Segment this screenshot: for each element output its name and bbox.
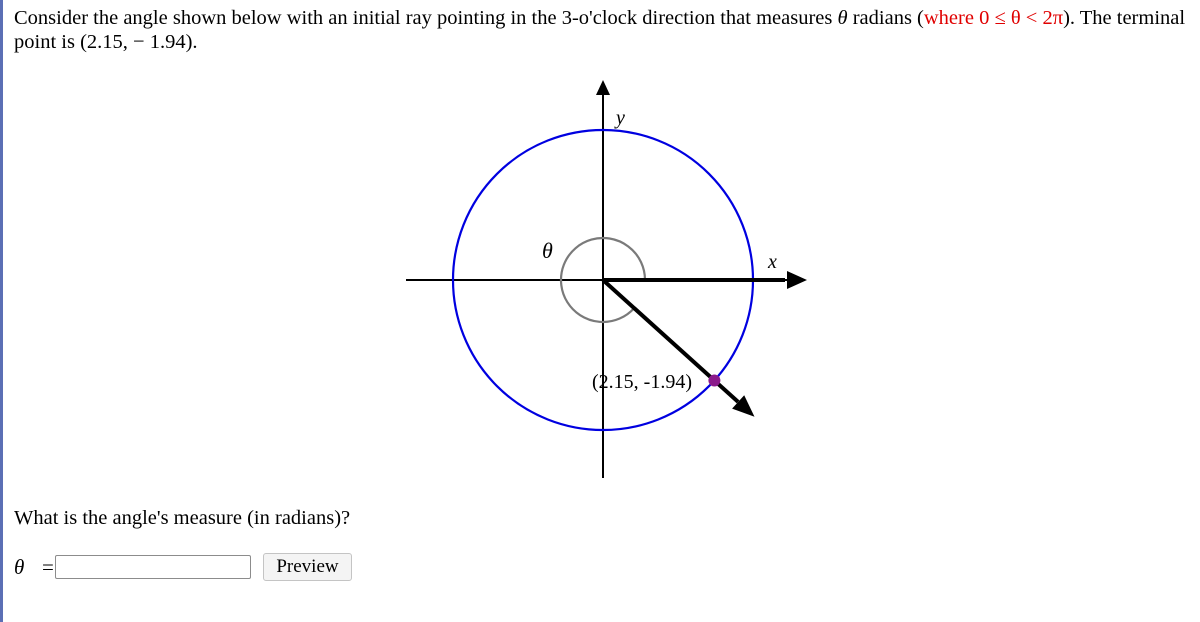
terminal-point-label: (2.15, -1.94) bbox=[592, 371, 692, 393]
initial-ray-arrow bbox=[787, 271, 807, 289]
problem-text: ). The terminal bbox=[1063, 7, 1186, 29]
answer-row bbox=[14, 553, 339, 581]
answer-equals-sign: = bbox=[42, 554, 54, 579]
preview-button[interactable]: Preview bbox=[263, 553, 352, 581]
y-axis-label: y bbox=[616, 107, 625, 129]
y-axis-arrow bbox=[596, 80, 610, 95]
terminal-point bbox=[708, 375, 720, 387]
theta-label: θ bbox=[542, 238, 553, 263]
answer-input[interactable] bbox=[55, 555, 251, 579]
x-axis-label: x bbox=[768, 251, 777, 273]
theta-symbol: θ bbox=[837, 7, 848, 29]
answer-theta-label: θ bbox=[14, 554, 25, 579]
problem-text: radians ( bbox=[847, 7, 924, 29]
problem-line-2: point is (2.15, − 1.94). bbox=[14, 31, 198, 53]
angle-condition: where 0 ≤ θ < 2π bbox=[923, 7, 1064, 29]
problem-text: Consider the angle shown below with an initial ray pointing in the 3-o'clock direction that measures bbox=[14, 7, 838, 29]
question-prompt: What is the angle's measure (in radians)? bbox=[14, 507, 351, 529]
